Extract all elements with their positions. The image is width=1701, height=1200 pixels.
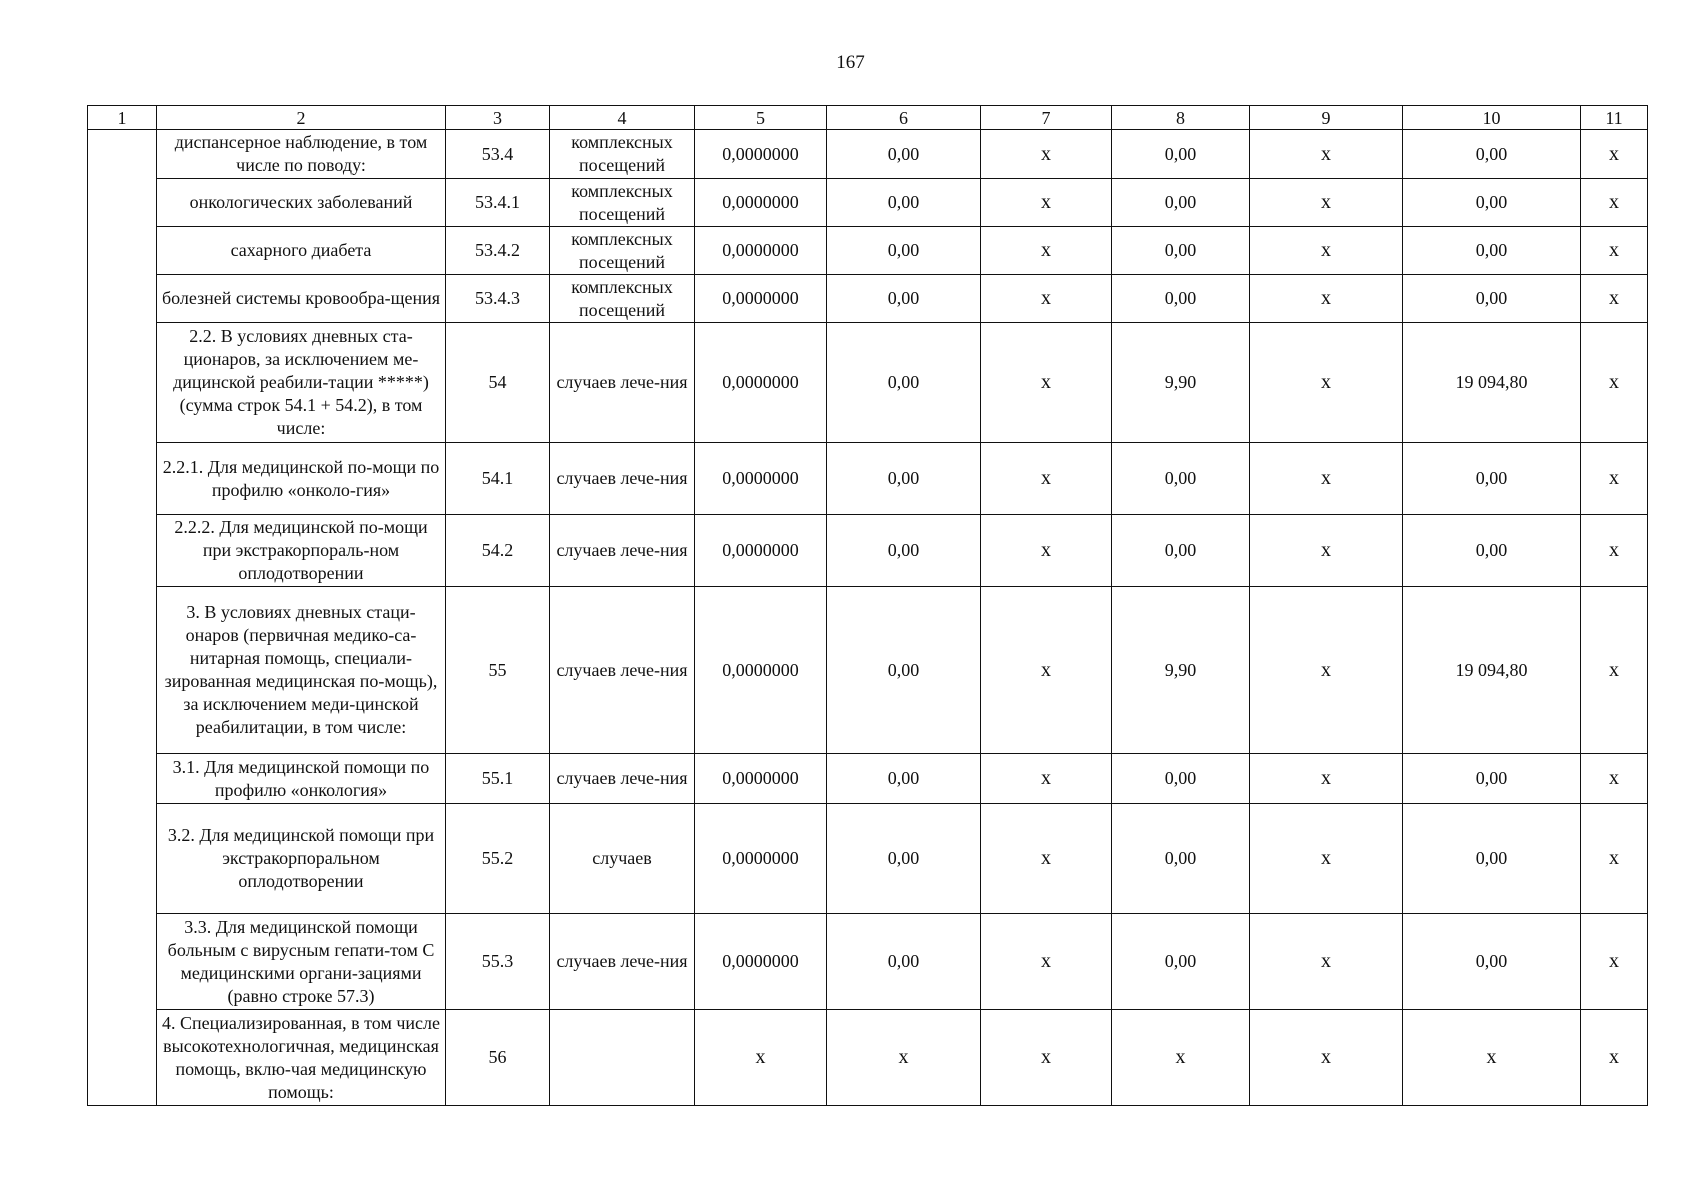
row-unit: комплексных посещений [550, 179, 695, 227]
cell-c6: 0,00 [827, 227, 981, 275]
cell-c7: х [981, 515, 1112, 587]
row-name: болезней системы кровообра-щения [157, 275, 446, 323]
row-code: 55.1 [446, 754, 550, 804]
cell-c5: 0,0000000 [695, 443, 827, 515]
cell-c8: 9,90 [1112, 323, 1250, 443]
cell-c8: 0,00 [1112, 443, 1250, 515]
cell-c8: 0,00 [1112, 804, 1250, 914]
cell-c7: х [981, 587, 1112, 754]
cell-c6: 0,00 [827, 515, 981, 587]
row-unit: случаев лече-ния [550, 443, 695, 515]
cell-c6: х [827, 1010, 981, 1106]
cell-c7: х [981, 804, 1112, 914]
cell-c5: 0,0000000 [695, 587, 827, 754]
cell-c10: 0,00 [1403, 275, 1581, 323]
table-row [88, 914, 1648, 1010]
cell-c11: х [1581, 275, 1648, 323]
cell-c11: х [1581, 227, 1648, 275]
column-header: 8 [1112, 106, 1250, 130]
table-row [88, 443, 1648, 515]
cell-c11: х [1581, 804, 1648, 914]
cell-c10: 0,00 [1403, 754, 1581, 804]
cell-c6: 0,00 [827, 914, 981, 1010]
table-row [88, 227, 1648, 275]
header-row [88, 106, 1648, 130]
cell-c11: х [1581, 130, 1648, 179]
cell-c8: х [1112, 1010, 1250, 1106]
cell-c9: х [1250, 914, 1403, 1010]
row-unit: комплексных посещений [550, 130, 695, 179]
cell-c10: 0,00 [1403, 914, 1581, 1010]
cell-c8: 0,00 [1112, 227, 1250, 275]
cell-c9: х [1250, 1010, 1403, 1106]
page-number: 167 [836, 52, 865, 73]
cell-c9: х [1250, 179, 1403, 227]
row-name: сахарного диабета [157, 227, 446, 275]
row-unit: комплексных посещений [550, 275, 695, 323]
row-code: 54.2 [446, 515, 550, 587]
cell-c9: х [1250, 275, 1403, 323]
cell-c7: х [981, 179, 1112, 227]
cell-c5: 0,0000000 [695, 804, 827, 914]
row-code: 55.3 [446, 914, 550, 1010]
cell-c10: 0,00 [1403, 443, 1581, 515]
table-row [88, 804, 1648, 914]
row-code: 55.2 [446, 804, 550, 914]
table-row [88, 323, 1648, 443]
row-unit [550, 1010, 695, 1106]
cell-c11: х [1581, 754, 1648, 804]
cell-c7: х [981, 275, 1112, 323]
cell-c7: х [981, 443, 1112, 515]
cell-c6: 0,00 [827, 130, 981, 179]
cell-c8: 9,90 [1112, 587, 1250, 754]
cell-c10: 19 094,80 [1403, 587, 1581, 754]
cell-c11: х [1581, 1010, 1648, 1106]
row-code: 56 [446, 1010, 550, 1106]
table-row [88, 1010, 1648, 1106]
cell-c5: 0,0000000 [695, 914, 827, 1010]
column-header: 6 [827, 106, 981, 130]
cell-c5: 0,0000000 [695, 227, 827, 275]
cell-c5: 0,0000000 [695, 515, 827, 587]
row-name: 2.2.1. Для медицинской по-мощи по профилю «онколо-гия» [157, 443, 446, 515]
column-header: 2 [157, 106, 446, 130]
column-header: 4 [550, 106, 695, 130]
column-header: 3 [446, 106, 550, 130]
cell-c9: х [1250, 323, 1403, 443]
cell-c7: х [981, 1010, 1112, 1106]
cell-c9: х [1250, 587, 1403, 754]
row-unit: случаев [550, 804, 695, 914]
row-name: 4. Специализированная, в том числе высокотехнологичная, медицинская помощь, вклю-чая медицинскую помощь: [157, 1010, 446, 1106]
row-code: 53.4.2 [446, 227, 550, 275]
cell-c10: 0,00 [1403, 130, 1581, 179]
row-code: 54 [446, 323, 550, 443]
row-name: онкологических заболеваний [157, 179, 446, 227]
cell-c8: 0,00 [1112, 914, 1250, 1010]
column-header: 9 [1250, 106, 1403, 130]
cell-c10: 0,00 [1403, 179, 1581, 227]
cell-c8: 0,00 [1112, 515, 1250, 587]
cell-c10: 19 094,80 [1403, 323, 1581, 443]
row-code: 53.4.3 [446, 275, 550, 323]
cell-c5: 0,0000000 [695, 754, 827, 804]
row-name: 3.1. Для медицинской помощи по профилю «онкология» [157, 754, 446, 804]
cell-c11: х [1581, 914, 1648, 1010]
table-row [88, 130, 1648, 179]
table-row [88, 754, 1648, 804]
cell-c7: х [981, 227, 1112, 275]
cell-c9: х [1250, 443, 1403, 515]
cell-c9: х [1250, 130, 1403, 179]
cell-c7: х [981, 130, 1112, 179]
cell-c6: 0,00 [827, 754, 981, 804]
cell-c7: х [981, 323, 1112, 443]
column-header: 7 [981, 106, 1112, 130]
column-header: 10 [1403, 106, 1581, 130]
row-name: 3. В условиях дневных стаци-онаров (первичная медико-са-нитарная помощь, специали-зированная медицинская по-мощь), за исключением меди-цинской реабилитации, в том числе: [157, 587, 446, 754]
cell-c6: 0,00 [827, 179, 981, 227]
row-name: диспансерное наблюдение, в том числе по поводу: [157, 130, 446, 179]
row-code: 53.4 [446, 130, 550, 179]
cell-c10: 0,00 [1403, 227, 1581, 275]
cell-c7: х [981, 754, 1112, 804]
cell-c11: х [1581, 323, 1648, 443]
cell-c6: 0,00 [827, 587, 981, 754]
cell-c5: х [695, 1010, 827, 1106]
table-row [88, 275, 1648, 323]
cell-c10: 0,00 [1403, 804, 1581, 914]
cell-c9: х [1250, 804, 1403, 914]
cell-c10: 0,00 [1403, 515, 1581, 587]
table-row [88, 179, 1648, 227]
cell-c5: 0,0000000 [695, 130, 827, 179]
cell-c11: х [1581, 443, 1648, 515]
cell-c8: 0,00 [1112, 754, 1250, 804]
cell-c11: х [1581, 179, 1648, 227]
row-number-cell [88, 130, 157, 1106]
table-row [88, 587, 1648, 754]
row-unit: случаев лече-ния [550, 914, 695, 1010]
row-unit: случаев лече-ния [550, 515, 695, 587]
row-name: 2.2.2. Для медицинской по-мощи при экстракорпораль-ном оплодотворении [157, 515, 446, 587]
cell-c6: 0,00 [827, 443, 981, 515]
cell-c9: х [1250, 754, 1403, 804]
row-unit: случаев лече-ния [550, 587, 695, 754]
row-name: 3.2. Для медицинской помощи при экстракорпоральном оплодотворении [157, 804, 446, 914]
cell-c6: 0,00 [827, 804, 981, 914]
cell-c9: х [1250, 227, 1403, 275]
data-table [87, 105, 1648, 1106]
row-code: 54.1 [446, 443, 550, 515]
cell-c10: х [1403, 1010, 1581, 1106]
cell-c6: 0,00 [827, 323, 981, 443]
cell-c5: 0,0000000 [695, 179, 827, 227]
cell-c5: 0,0000000 [695, 323, 827, 443]
cell-c8: 0,00 [1112, 179, 1250, 227]
row-code: 55 [446, 587, 550, 754]
row-unit: случаев лече-ния [550, 323, 695, 443]
cell-c7: х [981, 914, 1112, 1010]
row-name: 2.2. В условиях дневных ста-ционаров, за исключением ме-дицинской реабили-тации *****) (сумма строк 54.1 + 54.2), в том числе: [157, 323, 446, 443]
column-header: 5 [695, 106, 827, 130]
cell-c11: х [1581, 587, 1648, 754]
cell-c5: 0,0000000 [695, 275, 827, 323]
row-unit: комплексных посещений [550, 227, 695, 275]
column-header: 11 [1581, 106, 1648, 130]
column-header: 1 [88, 106, 157, 130]
cell-c8: 0,00 [1112, 130, 1250, 179]
table-row [88, 515, 1648, 587]
row-name: 3.3. Для медицинской помощи больным с вирусным гепати-том С медицинскими органи-зациями (равно строке 57.3) [157, 914, 446, 1010]
cell-c9: х [1250, 515, 1403, 587]
cell-c11: х [1581, 515, 1648, 587]
row-unit: случаев лече-ния [550, 754, 695, 804]
cell-c8: 0,00 [1112, 275, 1250, 323]
cell-c6: 0,00 [827, 275, 981, 323]
row-code: 53.4.1 [446, 179, 550, 227]
